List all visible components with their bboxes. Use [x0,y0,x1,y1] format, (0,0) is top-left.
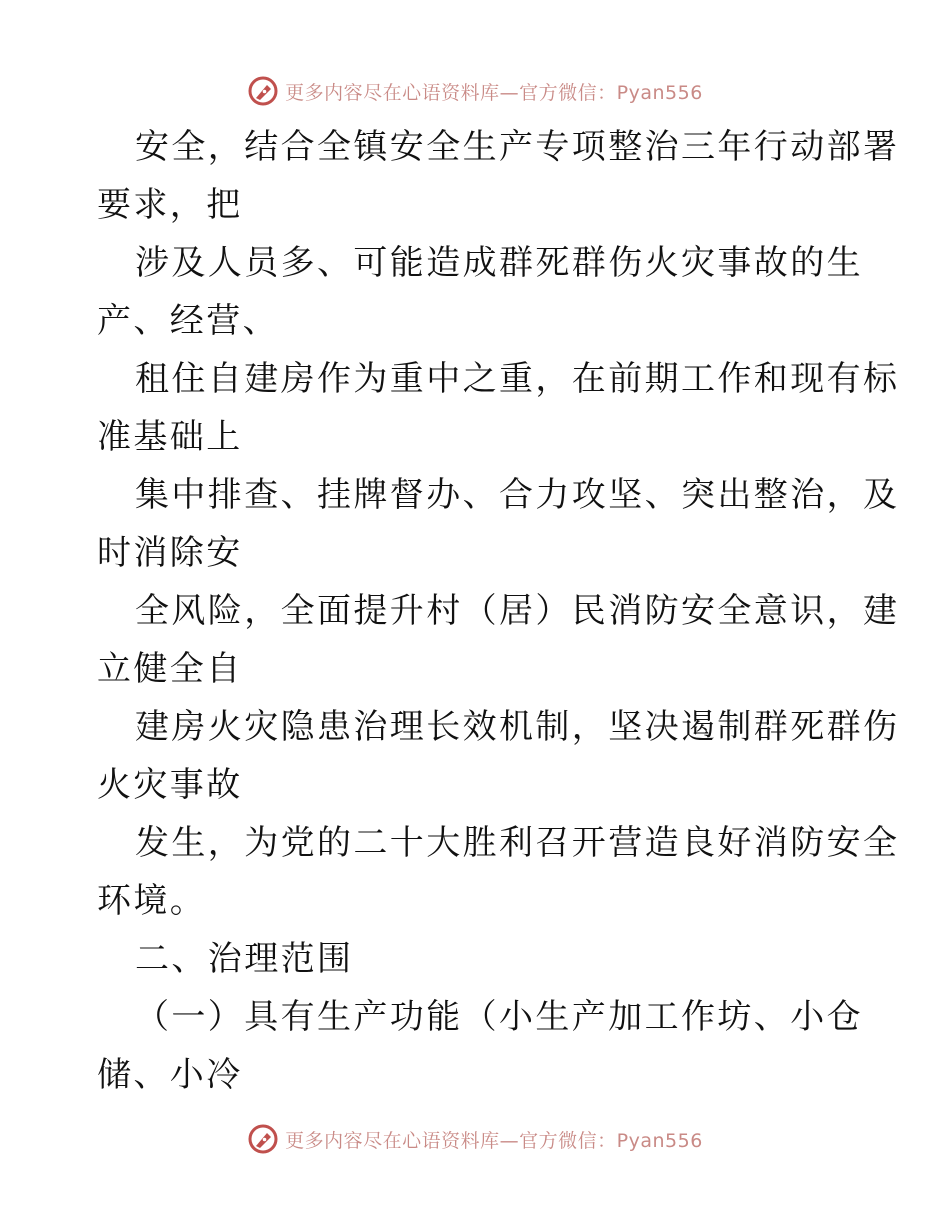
watermark-text: 更多内容尽在心语资料库—官方微信：Pyan556 [285,81,703,104]
pen-nib-circle-icon [247,1123,279,1155]
text-line: （一）具有生产功能（小生产加工作坊、小仓 [135,997,863,1037]
text-line: 时消除安 [97,533,243,573]
text-line: 环境。 [97,881,207,921]
text-line: 产、经营、 [97,301,279,341]
pen-nib-circle-icon [247,75,279,107]
section-heading: 二、治理范围 [135,939,354,979]
document-body [97,118,900,1104]
text-line: 租住自建房作为重中之重，在前期工作和现有标 [135,359,900,399]
text-line: 集中排查、挂牌督办、合力攻坚、突出整治，及 [135,475,900,515]
text-line: 储、小冷 [97,1055,243,1095]
text-line: 涉及人员多、可能造成群死群伤火灾事故的生 [135,243,863,283]
text-line: 要求，把 [97,185,243,225]
text-line: 发生，为党的二十大胜利召开营造良好消防安全 [135,823,900,863]
text-line: 安全，结合全镇安全生产专项整治三年行动部署 [135,127,900,167]
footer-watermark [0,1119,950,1159]
header-watermark [0,71,950,111]
text-line: 准基础上 [97,417,243,457]
watermark-text: 更多内容尽在心语资料库—官方微信：Pyan556 [285,1129,703,1152]
text-line: 立健全自 [97,649,243,689]
text-line: 火灾事故 [97,765,243,805]
text-line: 建房火灾隐患治理长效机制，坚决遏制群死群伤 [135,707,900,747]
text-line: 全风险，全面提升村（居）民消防安全意识，建 [135,591,900,631]
